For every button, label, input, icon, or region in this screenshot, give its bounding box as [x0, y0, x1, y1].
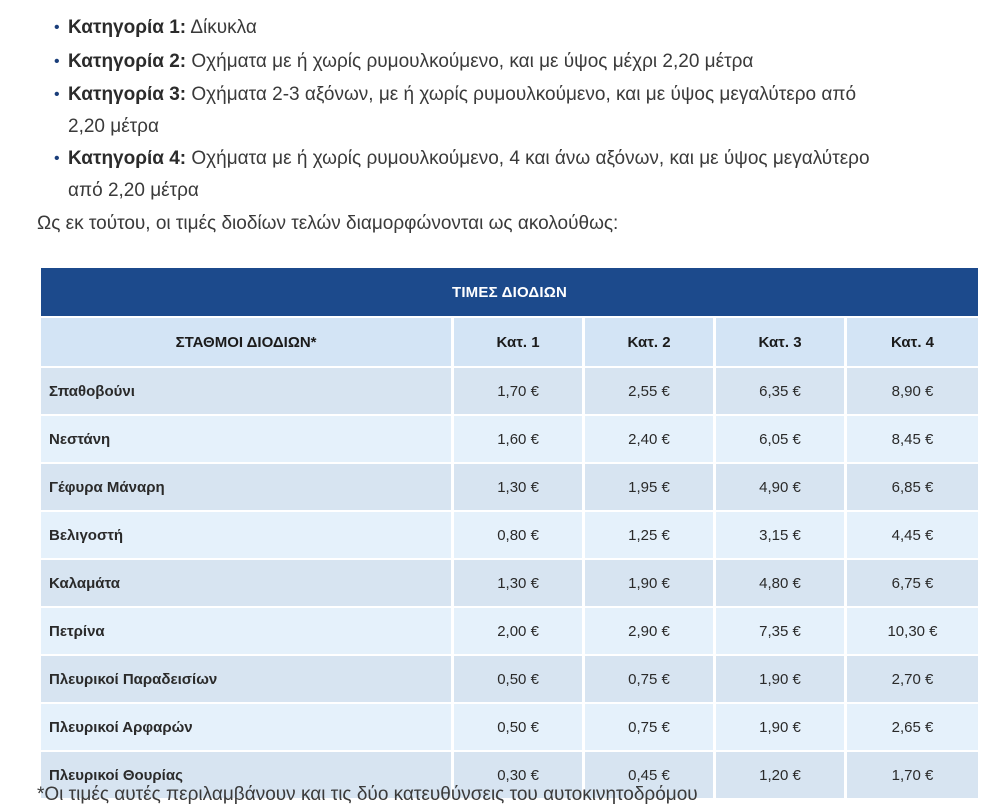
station-name: Νεστάνη	[41, 414, 454, 462]
category-item	[54, 12, 984, 44]
price-cat1: 0,30 €	[454, 750, 585, 798]
price-cat1: 0,80 €	[454, 510, 585, 558]
column-header-station: ΣΤΑΘΜΟΙ ΔΙΟΔΙΩΝ*	[41, 316, 454, 366]
price-cat4: 6,75 €	[847, 558, 978, 606]
category-description-cont: 2,20 μέτρα	[68, 116, 159, 137]
price-cat3: 1,90 €	[716, 654, 847, 702]
price-cat4: 2,70 €	[847, 654, 978, 702]
station-name: Πετρίνα	[41, 606, 454, 654]
category-item	[54, 46, 984, 78]
station-name: Πλευρικοί Θουρίας	[41, 750, 454, 798]
category-label: Κατηγορία 4:	[68, 148, 187, 169]
column-header-cat4: Κατ. 4	[847, 316, 978, 366]
station-name: Βελιγοστή	[41, 510, 454, 558]
category-label: Κατηγορία 2:	[68, 51, 187, 72]
price-cat2: 1,90 €	[585, 558, 716, 606]
category-description: Οχήματα με ή χωρίς ρυμουλκούμενο, 4 και άνω αξόνων, και με ύψος μεγαλύτερο	[191, 148, 870, 169]
price-cat2: 2,40 €	[585, 414, 716, 462]
table-title-row	[41, 268, 978, 316]
station-name: Καλαμάτα	[41, 558, 454, 606]
price-cat1: 1,30 €	[454, 462, 585, 510]
price-cat4: 6,85 €	[847, 462, 978, 510]
column-header-cat3: Κατ. 3	[716, 316, 847, 366]
price-cat2: 2,90 €	[585, 606, 716, 654]
price-cat1: 1,30 €	[454, 558, 585, 606]
table-title: ΤΙΜΕΣ ΔΙΟΔΙΩΝ	[41, 268, 978, 316]
category-text	[68, 46, 984, 78]
category-item	[54, 79, 984, 143]
intro-text: Ως εκ τούτου, οι τιμές διοδίων τελών διαμορφώνονται ως ακολούθως:	[37, 213, 619, 234]
price-cat3: 1,20 €	[716, 750, 847, 798]
price-cat2: 1,95 €	[585, 462, 716, 510]
price-cat3: 1,90 €	[716, 702, 847, 750]
table-row	[41, 510, 978, 558]
station-name: Πλευρικοί Παραδεισίων	[41, 654, 454, 702]
category-description-cont: από 2,20 μέτρα	[68, 180, 199, 201]
column-header-cat2: Κατ. 2	[585, 316, 716, 366]
category-description: Οχήματα με ή χωρίς ρυμουλκούμενο, και με ύψος μέχρι 2,20 μέτρα	[191, 51, 754, 72]
price-cat2: 2,55 €	[585, 366, 716, 414]
category-label: Κατηγορία 3:	[68, 84, 187, 105]
price-cat1: 0,50 €	[454, 702, 585, 750]
column-header-cat1: Κατ. 1	[454, 316, 585, 366]
category-description: Δίκυκλα	[190, 17, 257, 38]
table-row	[41, 606, 978, 654]
table-row	[41, 702, 978, 750]
price-cat3: 3,15 €	[716, 510, 847, 558]
table-row	[41, 414, 978, 462]
category-text	[68, 143, 984, 207]
price-cat2: 1,25 €	[585, 510, 716, 558]
price-cat3: 4,90 €	[716, 462, 847, 510]
price-cat3: 6,05 €	[716, 414, 847, 462]
bullet-icon: •	[54, 86, 60, 103]
bullet-icon: •	[54, 150, 60, 167]
price-cat4: 8,45 €	[847, 414, 978, 462]
station-name: Σπαθοβούνι	[41, 366, 454, 414]
table-row	[41, 654, 978, 702]
table-row	[41, 366, 978, 414]
table-header-row	[41, 316, 978, 366]
table-row	[41, 558, 978, 606]
station-name: Πλευρικοί Αρφαρών	[41, 702, 454, 750]
price-cat4: 8,90 €	[847, 366, 978, 414]
price-cat4: 2,65 €	[847, 702, 978, 750]
price-cat4: 4,45 €	[847, 510, 978, 558]
price-cat4: 10,30 €	[847, 606, 978, 654]
table-body	[41, 366, 978, 798]
price-cat1: 0,50 €	[454, 654, 585, 702]
price-cat1: 1,70 €	[454, 366, 585, 414]
footnote: *Οι τιμές αυτές περιλαμβάνουν και τις δύο κατευθύνσεις του αυτοκινητοδρόμου	[37, 784, 698, 805]
category-item	[54, 143, 984, 207]
bullet-icon: •	[54, 19, 60, 36]
price-cat3: 6,35 €	[716, 366, 847, 414]
price-cat2: 0,75 €	[585, 654, 716, 702]
price-cat4: 1,70 €	[847, 750, 978, 798]
category-label: Κατηγορία 1:	[68, 17, 187, 38]
price-cat2: 0,45 €	[585, 750, 716, 798]
price-cat3: 7,35 €	[716, 606, 847, 654]
table-row	[41, 462, 978, 510]
price-cat2: 0,75 €	[585, 702, 716, 750]
category-text	[68, 12, 984, 44]
category-text	[68, 79, 984, 143]
price-cat1: 1,60 €	[454, 414, 585, 462]
category-description: Οχήματα 2-3 αξόνων, με ή χωρίς ρυμουλκούμενο, και με ύψος μεγαλύτερο από	[191, 84, 857, 105]
price-cat1: 2,00 €	[454, 606, 585, 654]
bullet-icon: •	[54, 53, 60, 70]
price-cat3: 4,80 €	[716, 558, 847, 606]
toll-prices-table	[41, 268, 978, 798]
station-name: Γέφυρα Μάναρη	[41, 462, 454, 510]
